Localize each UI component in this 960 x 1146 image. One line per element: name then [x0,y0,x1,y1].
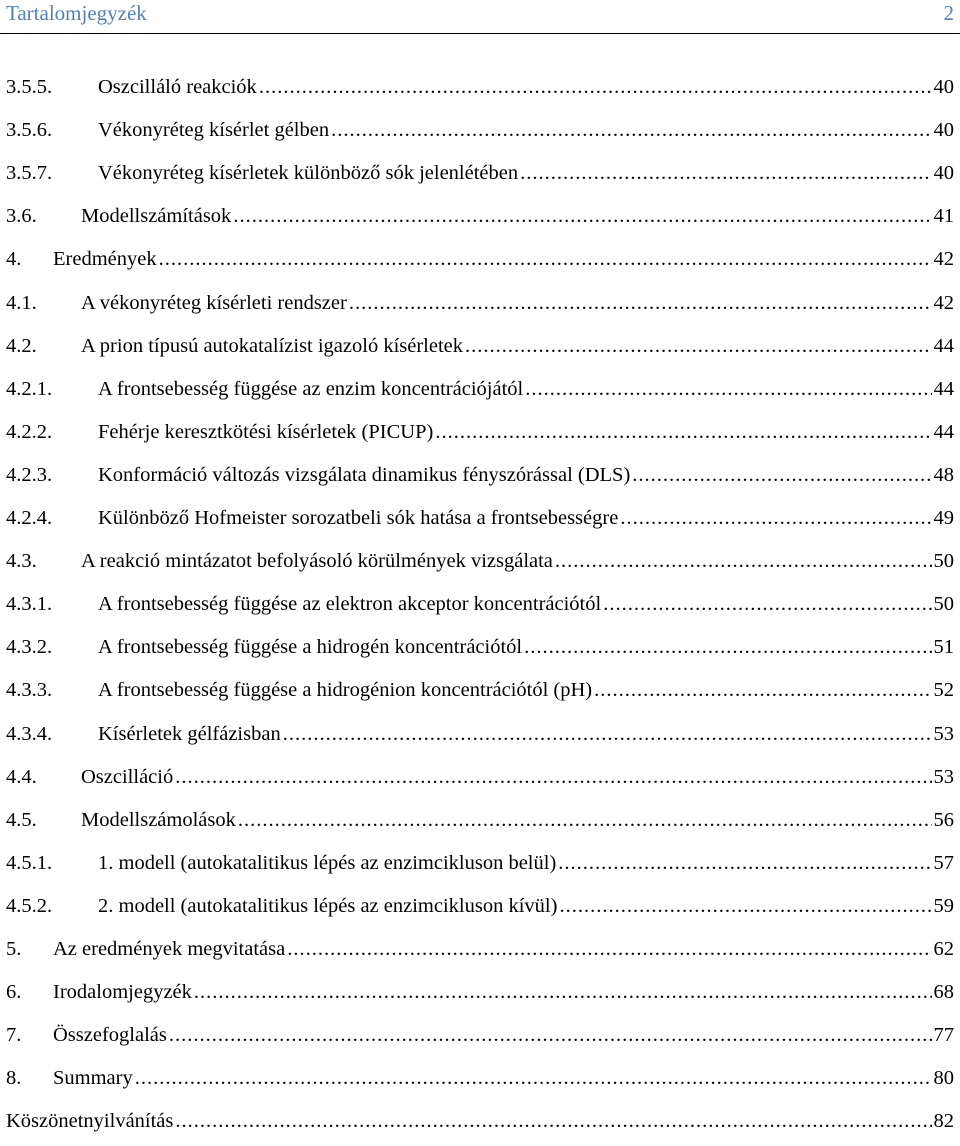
toc-entry-title: A frontsebesség függése a hidrogén koncentrációtól [98,636,523,659]
toc-entry-title: Irodalomjegyzék [53,981,192,1004]
toc-dot-leader [520,158,931,188]
toc-dot-leader [194,977,932,1007]
toc-entry-page: 77 [933,1024,954,1047]
toc-entry-page: 41 [933,205,954,228]
toc-entry-title: Különböző Hofmeister sorozatbeli sók hatása a frontsebességre [98,507,619,529]
toc-entry-number: 5. [6,938,22,960]
toc-entry[interactable] [6,546,954,576]
toc-entry-number: 4. [6,248,22,271]
toc-dot-leader [524,632,931,662]
toc-entry-page: 53 [933,722,954,745]
toc-entry[interactable] [6,848,954,878]
toc-entry-number: 4.2.4. [6,507,53,529]
toc-entry-number: 3.5.5. [6,76,53,98]
toc-entry-title: Fehérje keresztkötési kísérletek (PICUP) [98,420,434,443]
toc-entry[interactable] [6,1020,954,1050]
toc-entry-title: A vékonyréteg kísérleti rendszer [81,291,347,314]
toc-entry-page: 48 [933,463,954,486]
toc-entry-title: Köszönetnyilvánítás [6,1110,174,1133]
toc-entry[interactable] [6,72,954,102]
toc-dot-leader [558,848,931,878]
toc-entry-page: 80 [933,1067,954,1090]
toc-dot-leader [175,762,931,792]
toc-dot-leader [525,374,931,404]
header-page-number: 2 [943,1,954,25]
toc-entry-title: Oszcilláció [81,765,174,788]
toc-entry-number: 4.3.4. [6,722,53,745]
toc-entry-number: 7. [6,1024,22,1047]
toc-entry-page: 44 [933,420,954,443]
toc-dot-leader [555,546,932,576]
toc-dot-leader [175,1106,931,1136]
toc-entry-title: Konformáció változás vizsgálata dinamikus fényszórással (DLS) [98,463,631,486]
toc-entry-title: Az eredmények megvitatása [53,938,286,960]
toc-dot-leader [331,115,931,145]
toc-entry[interactable] [6,589,954,619]
toc-dot-leader [465,331,931,361]
toc-entry-title: 2. modell (autokatalitikus lépés az enzimcikluson kívül) [98,894,558,917]
toc-entry-page: 40 [933,119,954,142]
toc-entry[interactable] [6,977,954,1007]
toc-entry-number: 3.5.6. [6,119,53,142]
toc-entry-title: Vékonyréteg kísérletek különböző sók jelenlétében [98,162,519,185]
toc-entry[interactable] [6,503,954,533]
toc-entry-title: A frontsebesség függése a hidrogénion koncentrációtól (pH) [98,679,593,702]
toc-entry-title: A frontsebesség függése az elektron akceptor koncentrációtól [98,593,602,616]
toc-entry-page: 50 [933,593,954,616]
toc-entry[interactable] [6,244,954,274]
toc-entry-number: 4.3. [6,550,37,573]
toc-entry[interactable] [6,934,954,964]
toc-entry-title: Modellszámítások [81,205,232,228]
toc-dot-leader [238,805,932,835]
toc-entry[interactable] [6,201,954,231]
toc-dot-leader [603,589,931,619]
toc-dot-leader [435,417,931,447]
toc-entry[interactable] [6,158,954,188]
toc-dot-leader [283,719,932,749]
toc-entry[interactable] [6,460,954,490]
toc-entry[interactable] [6,1106,954,1136]
toc-entry-number: 4.3.2. [6,636,53,659]
toc-entry-page: 62 [933,938,954,960]
toc-entry-title: A prion típusú autokatalízist igazoló kísérletek [81,334,464,357]
toc-entry-title: Összefoglalás [53,1024,167,1047]
toc-entry-number: 3.5.7. [6,162,53,185]
toc-entry-number: 4.5.2. [6,894,53,917]
toc-entry-title: Summary [53,1067,133,1090]
toc-entry-number: 3.6. [6,205,37,228]
toc-entry[interactable] [6,115,954,145]
toc-entry[interactable] [6,805,954,835]
page-header [0,0,960,34]
toc-entry-number: 8. [6,1067,22,1090]
toc-entry[interactable] [6,632,954,662]
toc-entry-number: 4.1. [6,291,37,314]
toc-entry-page: 44 [933,334,954,357]
toc-entry[interactable] [6,288,954,318]
toc-dot-leader [632,460,931,490]
toc-entry-title: 1. modell (autokatalitikus lépés az enzimcikluson belül) [98,851,557,874]
toc-entry-page: 44 [933,377,954,400]
toc-entry[interactable] [6,719,954,749]
toc-entry-number: 4.2.1. [6,377,53,400]
toc-entry-title: Kísérletek gélfázisban [98,722,281,745]
toc-entry-number: 4.5. [6,808,37,831]
toc-entry-title: Modellszámolások [81,808,236,831]
toc-entry-page: 42 [933,248,954,271]
toc-entry-number: 6. [6,981,22,1004]
toc-entry-title: Oszcilláló reakciók [98,76,257,98]
toc-entry-page: 42 [933,291,954,314]
toc-dot-leader [169,1020,932,1050]
toc-entry-page: 50 [933,550,954,573]
toc-dot-leader [135,1063,932,1093]
toc-entry-page: 40 [933,76,954,98]
toc-dot-leader [620,503,931,533]
toc-dot-leader [594,675,931,705]
toc-dot-leader [259,72,932,102]
toc-entry[interactable] [6,417,954,447]
toc-entry-number: 4.5.1. [6,851,53,874]
toc-entry-number: 4.3.3. [6,679,53,702]
toc-entry-number: 4.2.3. [6,463,53,486]
toc-entry-title: Vékonyréteg kísérlet gélben [98,119,330,142]
toc-dot-leader [349,288,932,318]
toc-entry[interactable] [6,1063,954,1093]
toc-entry[interactable] [6,331,954,361]
toc-entry-page: 53 [933,765,954,788]
header-title: Tartalomjegyzék [6,1,147,25]
toc-entry[interactable] [6,374,954,404]
toc-entry-page: 59 [933,894,954,917]
toc-dot-leader [233,201,931,231]
toc-entry-page: 82 [933,1110,954,1133]
toc-entry[interactable] [6,891,954,921]
toc-entry-page: 57 [933,851,954,874]
toc-dot-leader [159,244,932,274]
toc-entry-page: 52 [933,679,954,702]
toc-entry-number: 4.2. [6,334,37,357]
toc-entry-title: A frontsebesség függése az enzim koncentrációjától [98,377,524,400]
toc-entry-title: Eredmények [53,248,157,271]
toc-entry-page: 68 [933,981,954,1004]
toc-entry-title: A reakció mintázatot befolyásoló körülmények vizsgálata [81,550,553,573]
toc-entry[interactable] [6,675,954,705]
toc-dot-leader [559,891,931,921]
toc-entry-number: 4.3.1. [6,593,53,616]
toc-entry-page: 40 [933,162,954,185]
toc-entry[interactable] [6,762,954,792]
toc-dot-leader [287,934,931,964]
toc-entry-page: 56 [933,808,954,831]
toc-entry-number: 4.2.2. [6,420,53,443]
toc-entry-page: 51 [933,636,954,659]
toc-entry-number: 4.4. [6,765,37,788]
toc-entry-page: 49 [933,507,954,529]
